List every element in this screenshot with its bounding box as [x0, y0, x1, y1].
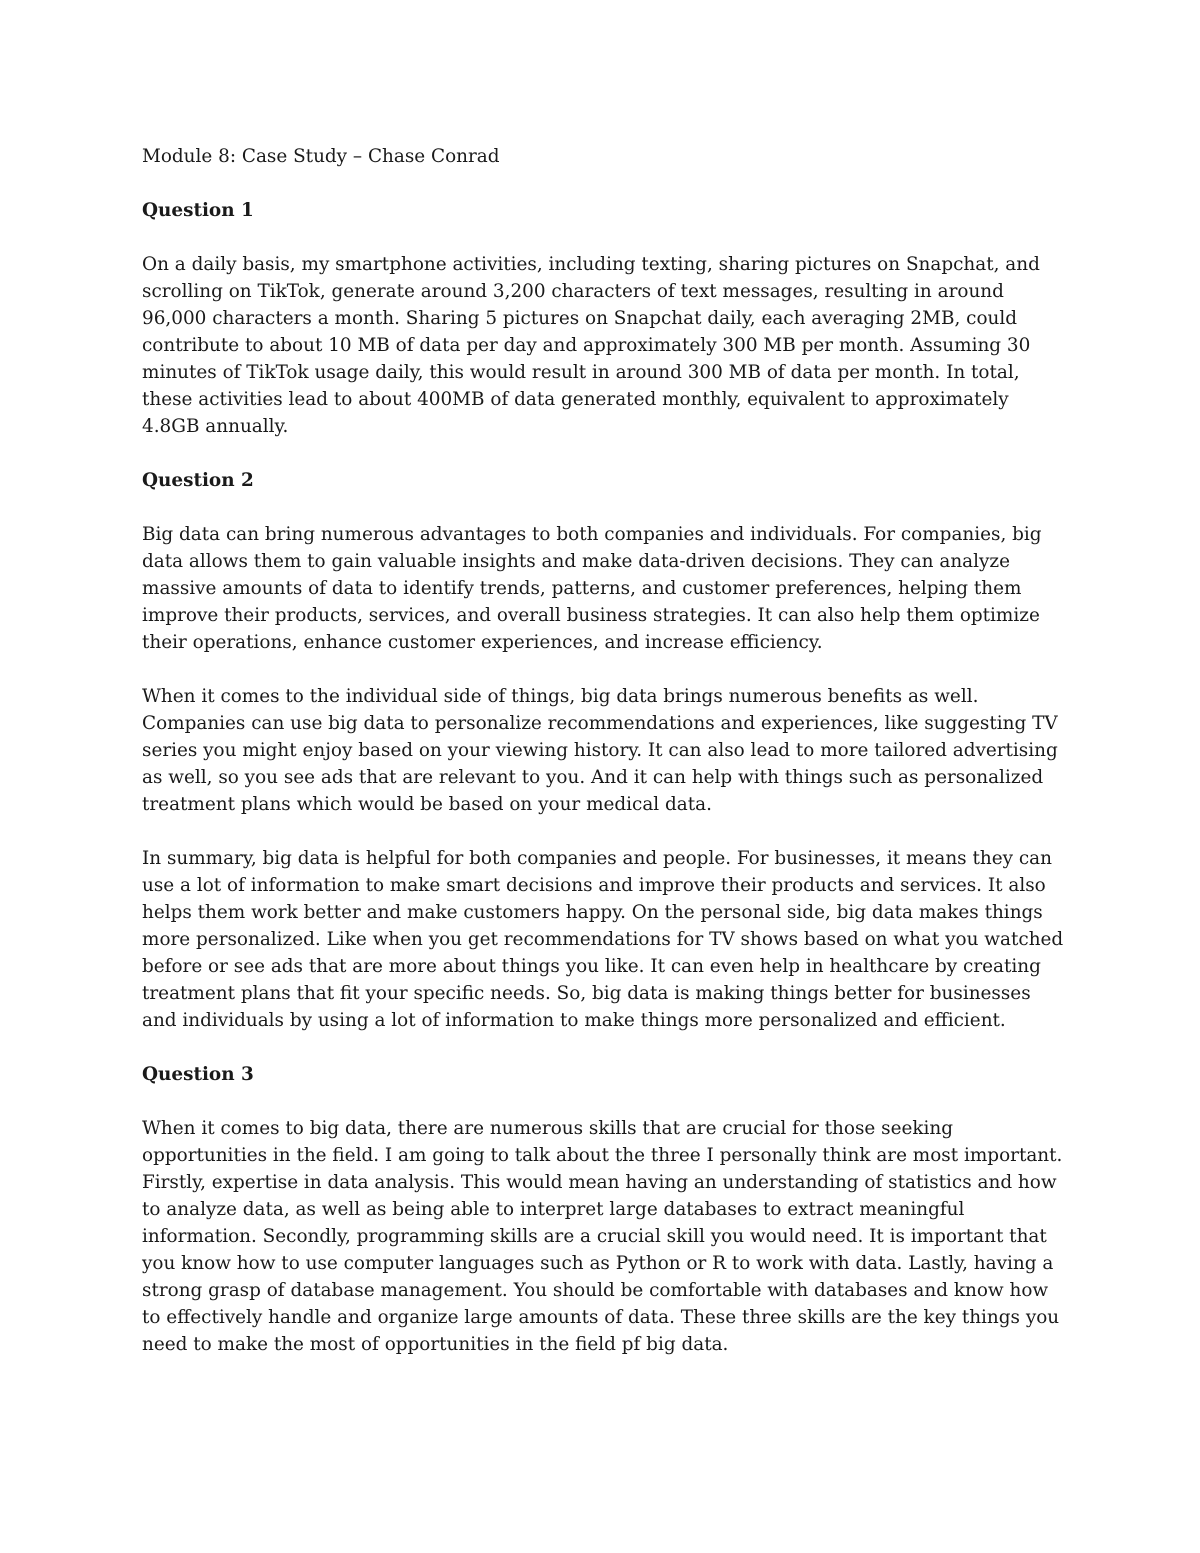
question-2-paragraph-1: Big data can bring numerous advantages to both companies and individuals. For companies, big data allows them to gain valuable insights and make data-driven decisions. They can analyze massive amounts of data to identify trends, patterns, and customer preferences, helping them improve their products, services, and overall business strategies. It can also help them optimize their operations, enhance customer experiences, and increase efficiency. — [142, 524, 1042, 653]
question-3-paragraph: When it comes to big data, there are numerous skills that are crucial for those seeking opportunities in the field. I am going to talk about the three I personally think are most important. Firstly, expertise in data analysis. This would mean having an understanding of statistics and how to analyze data, as well as being able to interpret large databases to extract meaningful information. Secondly, programming skills are a crucial skill you would need. It is important that you know how to use computer languages such as Python or R to work with data. Lastly, having a strong grasp of database management. You should be comfortable with databases and know how to effectively handle and organize large amounts of data. These three skills are the key things you need to make the most of opportunities in the field pf big data. — [142, 1118, 1063, 1355]
document-title: Module 8: Case Study – Chase Conrad — [142, 146, 500, 167]
document-body — [142, 143, 1067, 1358]
question-2-paragraph-2: When it comes to the individual side of things, big data brings numerous benefits as well. Companies can use big data to personalize recommendations and experiences, like suggesting TV series you might enjoy based on your viewing history. It can also lead to more tailored advertising as well, so you see ads that are relevant to you. And it can help with things such as personalized treatment plans which would be based on your medical data. — [142, 686, 1058, 815]
question-1-paragraph: On a daily basis, my smartphone activities, including texting, sharing pictures on Snapchat, and scrolling on TikTok, generate around 3,200 characters of text messages, resulting in around 96,000 characters a month. Sharing 5 pictures on Snapchat daily, each averaging 2MB, could contribute to about 10 MB of data per day and approximately 300 MB per month. Assuming 30 minutes of TikTok usage daily, this would result in around 300 MB of data per month. In total, these activities lead to about 400MB of data generated monthly, equivalent to approximately 4.8GB annually. — [142, 254, 1040, 437]
question-1-heading: Question 1 — [142, 200, 254, 221]
question-2-paragraph-3: In summary, big data is helpful for both companies and people. For businesses, it means they can use a lot of information to make smart decisions and improve their products and services. It also helps them work better and make customers happy. On the personal side, big data makes things more personalized. Like when you get recommendations for TV shows based on what you watched before or see ads that are more about things you like. It can even help in healthcare by creating treatment plans that fit your specific needs. So, big data is making things better for businesses and individuals by using a lot of information to make things more personalized and efficient. — [142, 848, 1064, 1031]
question-2-heading: Question 2 — [142, 470, 254, 491]
question-3-heading: Question 3 — [142, 1064, 254, 1085]
